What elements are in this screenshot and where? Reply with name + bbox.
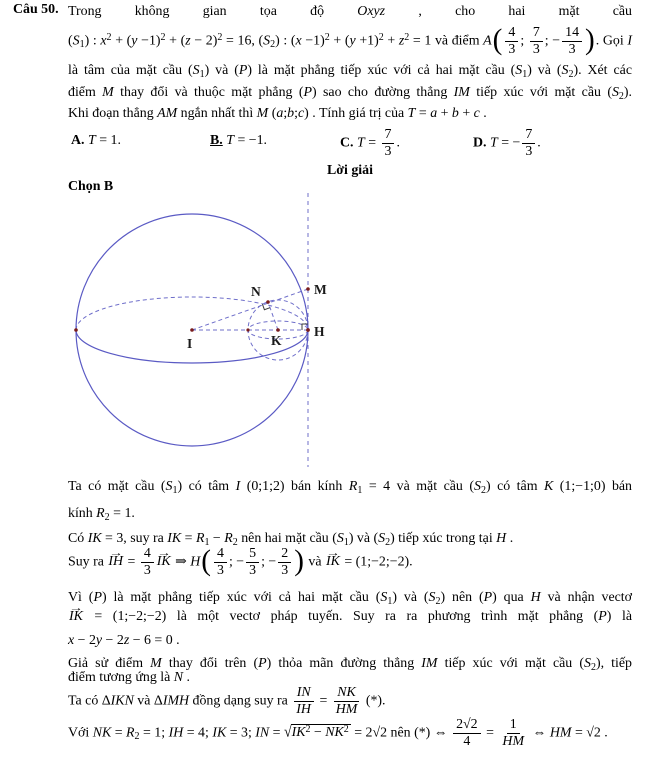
point-s2-left [246,328,249,331]
question-number: Câu 50. [13,2,59,17]
solution-line-9: điểm tương ứng là N . [68,670,190,685]
solution-line-1: Ta có mặt cầu $(S_1)$ có tâm I (0;1;2) bán kính $R_1 = 4$ và mặt cầu $(S_2)$ có tâm K (1;−1;0) bán [68,479,633,496]
chosen-answer: Chọn B [68,179,114,194]
solution-line-5: Vì (P) là mặt phẳng tiếp xúc với cả hai mặt cầu $(S_1)$ và $(S_2)$ nên (P) qua H và nhận vectơ [68,590,632,607]
label-M: M [314,282,327,297]
label-K: K [271,333,282,348]
solution-line-4: Suy ra → IH = $\frac{4}{3}$ → IK ⇒ H( $\frac{4}{3}$ ; − $\frac{5}{3}$ ; − $\frac{2}{3}$ ) và → IK = (1;−2;−2). [68,546,632,578]
solution-line-8: Giả sử điểm M thay đổi trên (P) thỏa mãn đường thẳng IM tiếp xúc với mặt cầu $(S_2)$, tiếp [68,656,632,673]
equator-ellipse-top [76,297,308,330]
point-N [266,300,270,304]
figure-points [74,287,310,332]
question-line-2: $(S_1)$ : $x^2 + (y -1)^2 + (z - 2)^2 = 16$, $(S_2)$ : $(x -1)^2 + (y +1)^2 + z^2 = 1$ và điểm A( $\frac{4}{3}$ ; $\frac{7}{3}$ ; − $\frac{14}{3}$ ). Gọi I [68,23,632,57]
point-H [306,328,310,332]
question-line-3: là tâm của mặt cầu $(S_1)$ và (P) là mặt phẳng tiếp xúc với cả hai mặt cầu $(S_1)$ và $(S_2)$. Xét các [68,63,632,80]
answer-choice-b: B. T = −1. [210,133,267,148]
answer-choice-a: A. T = 1. [71,133,121,148]
label-I: I [187,336,193,351]
point-M [306,287,310,291]
answer-choice-c: C. T = $\frac{7}{3}$ . [340,127,400,159]
right-angle-marks [262,304,308,330]
solution-header: Lời giải [327,163,373,178]
point-K [276,328,280,332]
label-N: N [251,284,261,299]
question-line-1: Trong không gian tọa độ Oxyz , cho hai mặt cầu [68,4,633,19]
solution-line-11: Với NK = $R_2 = 1$; IH = 4; IK = 3; IN = $√IK^2 - NK^2 = 2√2$ nên (*) ⇔ $\frac{2√2}{4}$ = $\frac{1}{HM}$ ⇔ HM = √2 . [68,717,608,749]
point-I [190,328,194,332]
solution-line-2: kính $R_2 = 1$. [68,506,135,523]
answer-choices [0,127,650,161]
solution-line-7: x − 2y − 2z − 6 = 0 . [68,633,180,648]
segment-IM [192,289,308,330]
answer-choice-d: D. T = − $\frac{7}{3}$ . [473,127,541,159]
segment-KN [268,302,278,330]
solution-line-6: → IK = (1;−2;−2) là một vectơ pháp tuyến. Suy ra ra phương trình mặt phẳng (P) là [68,607,632,627]
sphere-figure [50,190,350,475]
label-H: H [314,324,325,339]
solution-line-10: Ta có ΔIKN và ΔIMH đồng dạng suy ra $\frac{IN}{IH}$ = $\frac{NK}{HM}$ (*). [68,685,386,717]
point-equator-left [74,328,78,332]
solution-line-3: Có IK = 3, suy ra IK = $R_1 - R_2$ nên hai mặt cầu $(S_1)$ và $(S_2)$ tiếp xúc trong tại H . [68,531,514,548]
question-line-5: Khi đoạn thẳng AM ngắn nhất thì M (a;b;c) . Tính giá trị của T = a + b + c . [68,106,487,121]
question-line-4: điểm M thay đổi và thuộc mặt phẳng (P) sao cho đường thẳng IM tiếp xúc với mặt cầu $(S_2)$. [68,85,633,102]
